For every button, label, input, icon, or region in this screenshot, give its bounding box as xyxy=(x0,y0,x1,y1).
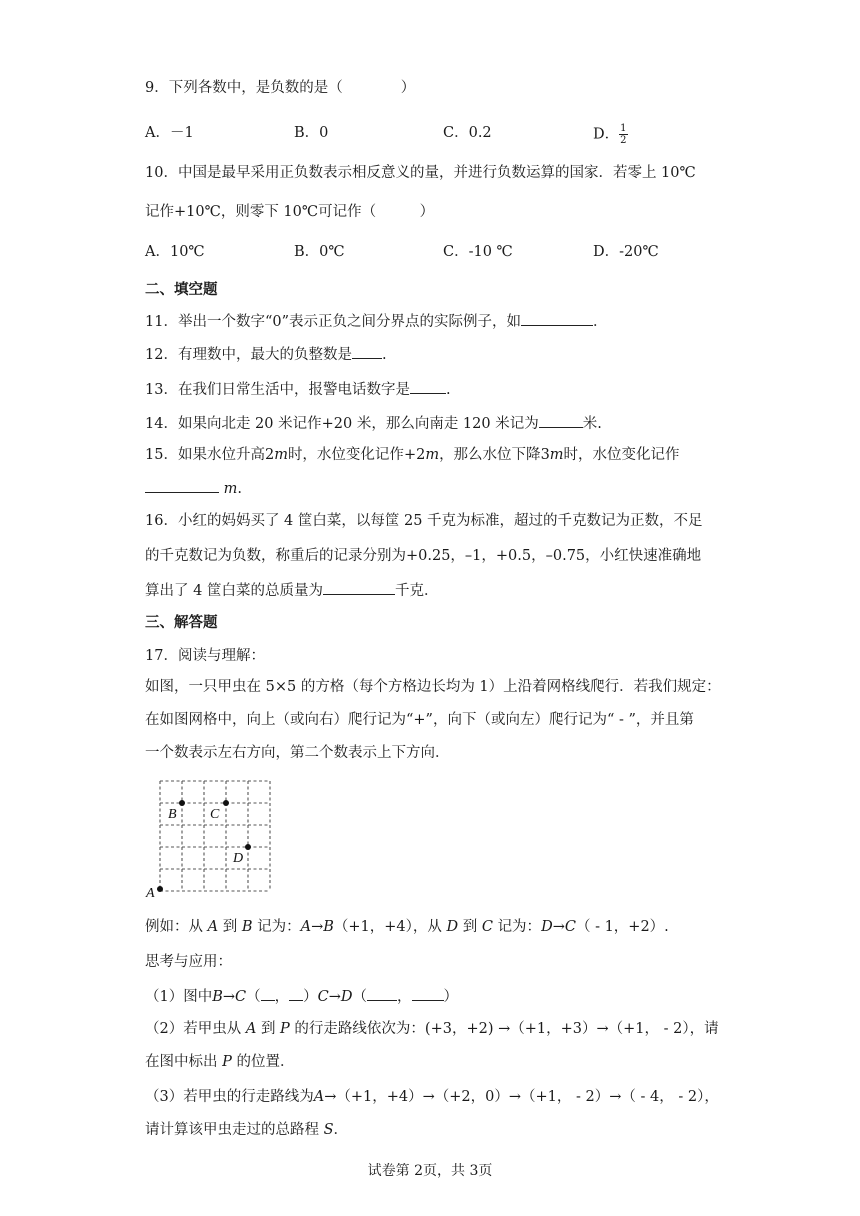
part3-point-a: A xyxy=(313,1089,325,1105)
example-text-6: 记为： xyxy=(497,919,542,935)
q12-end: . xyxy=(381,347,387,363)
part1-paren-open-1: （ xyxy=(246,989,261,1005)
example-point-c: C xyxy=(481,919,493,935)
section-fill-in-heading: 二、填空题 xyxy=(145,281,218,298)
part3-text-4: ． xyxy=(333,1122,349,1138)
part1-comma-1: ， xyxy=(274,989,290,1005)
example-text-1: 例如：从 xyxy=(145,919,203,935)
q11-text: 11．举出一个数字“0”表示正负之间分界点的实际例子，如 xyxy=(145,314,521,330)
part2-text-4: 在图中标出 xyxy=(145,1054,218,1070)
q11-answer-blank[interactable] xyxy=(521,311,593,326)
q14-text: 14．如果向北走 20 米记作+20 米，那么向南走 120 米记为 xyxy=(145,416,539,432)
part1-b-to-c: B→C xyxy=(212,989,247,1005)
part2-text-1: （2）若甲虫从 xyxy=(145,1021,242,1037)
grid-lines xyxy=(160,781,270,891)
q15-text-d: 时，水位变化记作 xyxy=(563,447,680,463)
q9-option-d xyxy=(593,123,628,146)
example-point-a: A xyxy=(207,919,219,935)
example-text-5: 到 xyxy=(462,919,478,935)
q16-line-2: 的千克数记为负数，称重后的记录分别为+0.25，–1，+0.5，–0.75，小红快速准确地 xyxy=(145,548,702,564)
label-c: C xyxy=(210,807,220,822)
part1-blank-4[interactable] xyxy=(412,986,444,1001)
example-text-3: 记为： xyxy=(257,919,301,935)
q15-unit-4: m xyxy=(223,481,238,497)
q9-option-b: B．0 xyxy=(294,125,329,141)
q17-paragraph-2: 在如图网格中，向上（或向右）爬行记为“+”，向下（或向左）爬行记为“ - ”，并且第 xyxy=(145,712,694,728)
q17-paragraph-1: 如图，一只甲虫在 5×5 的方格（每个方格边长均为 1）上沿着网格线爬行．若我们规定： xyxy=(145,679,721,695)
q17-example xyxy=(145,917,669,937)
q14-end: 米. xyxy=(582,416,602,432)
q13-end: . xyxy=(445,382,451,398)
q10-option-b: B．0℃ xyxy=(294,244,345,260)
part2-text-2: 到 xyxy=(260,1021,276,1037)
label-b: B xyxy=(168,807,177,822)
part1-comma-2: ， xyxy=(397,989,412,1005)
q11 xyxy=(145,311,608,332)
point-a xyxy=(157,886,163,892)
example-point-b: B xyxy=(241,919,253,935)
q15-answer-blank[interactable] xyxy=(145,478,219,493)
q15-unit-3: m xyxy=(549,447,564,463)
q15-end: . xyxy=(237,481,242,497)
fraction-numerator: 1 xyxy=(620,123,627,134)
q10-option-a: A．10℃ xyxy=(145,244,205,260)
example-arrow-ab: A→B xyxy=(300,919,334,935)
part2-point-p: P xyxy=(280,1021,290,1037)
q17-paragraph-3: 一个数表示左右方向，第二个数表示上下方向． xyxy=(145,745,450,761)
point-d xyxy=(245,844,251,850)
q10-option-d: D．-20℃ xyxy=(593,244,659,260)
q16-line-1: 16．小红的妈妈买了 4 筐白菜，以每筐 25 千克为标准，超过的千克数记为正数，不足 xyxy=(145,513,703,529)
q15-text-a: 15．如果水位升高 xyxy=(145,447,265,463)
part2-point-a: A xyxy=(245,1021,257,1037)
q10-line-1: 10．中国是最早采用正负数表示相反意义的量，并进行负数运算的国家．若零上 10℃ xyxy=(145,165,696,181)
part3-text-3: 请计算该甲虫走过的总路程 xyxy=(145,1122,319,1138)
part3-symbol-s: S xyxy=(323,1122,334,1138)
page-footer: 试卷第 2页，共 3页 xyxy=(367,1163,493,1179)
q10-line-2: 记作+10℃，则零下 10℃可记作（ ） xyxy=(145,204,435,220)
q9-option-d-label: D． xyxy=(593,126,620,143)
q13-answer-blank[interactable] xyxy=(410,379,446,394)
q17-part-2-line-1 xyxy=(145,1019,719,1039)
q16-line-3 xyxy=(145,580,438,601)
part1-blank-2[interactable] xyxy=(289,986,303,1001)
part2-point-p-2: P xyxy=(222,1054,232,1070)
q17-title: 17．阅读与理解： xyxy=(145,648,265,664)
part2-text-5: 的位置． xyxy=(236,1054,295,1070)
example-arrow-b: B xyxy=(323,919,334,935)
label-d: D xyxy=(233,851,244,866)
q12-answer-blank[interactable] xyxy=(352,344,382,359)
q13-text: 13．在我们日常生活中，报警电话数字是 xyxy=(145,382,410,398)
part2-text-3: 的行走路线依次为：(+3，+2) →（+1，+3）→（+1， - 2），请 xyxy=(294,1021,719,1037)
q16-answer-blank[interactable] xyxy=(323,580,395,595)
q15-text-b: 时，水位变化记作 xyxy=(287,447,404,463)
q16-end: 千克． xyxy=(394,583,439,599)
q17-part-2-line-2 xyxy=(145,1052,294,1072)
q12 xyxy=(145,344,387,365)
section-solve-heading: 三、解答题 xyxy=(145,614,218,631)
example-text-4: （+1，+4），从 xyxy=(333,919,442,935)
example-arrow-a: A xyxy=(300,919,312,935)
part1-paren-close-1: ） xyxy=(303,989,318,1005)
q14-answer-blank[interactable] xyxy=(539,413,583,428)
part1-c-to-d: C→D xyxy=(317,989,353,1005)
q15-line-1 xyxy=(145,445,680,465)
part3-text-2: →（+1，+4）→（+2，0）→（+1， - 2）→（ - 4， - 2）， xyxy=(324,1089,719,1105)
example-point-d: D xyxy=(446,919,459,935)
part3-text-1: （3）若甲虫的行走路线为 xyxy=(145,1089,314,1105)
point-c xyxy=(223,800,229,806)
q15-unit-1: m xyxy=(274,447,288,463)
q9-stem: 9．下列各数中，是负数的是（ ） xyxy=(145,80,416,96)
q17-think-heading: 思考与应用： xyxy=(145,954,232,970)
label-a: A xyxy=(146,886,155,900)
q12-text: 12．有理数中，最大的负整数是 xyxy=(145,347,352,363)
fraction-one-half xyxy=(619,123,627,146)
point-b xyxy=(179,800,185,806)
example-arrow-d: D xyxy=(541,919,553,935)
example-arrow-dc: D→C xyxy=(541,919,576,935)
example-text-7: （ - 1，+2）. xyxy=(575,919,669,935)
q15-value-1: 2 xyxy=(264,447,275,463)
q15-unit-2: m xyxy=(425,447,440,463)
q9-option-c: C．0.2 xyxy=(443,125,492,141)
q10-option-c: C．-10 ℃ xyxy=(443,244,513,260)
beetle-grid-figure xyxy=(140,776,280,900)
q13 xyxy=(145,379,451,400)
q17-part-3-line-2 xyxy=(145,1120,348,1140)
q15-text-c: ，那么水位下降 xyxy=(439,447,541,463)
fraction-denominator: 2 xyxy=(620,135,627,146)
q16-text: 算出了 4 筐白菜的总质量为 xyxy=(145,583,323,599)
part1-blank-3[interactable] xyxy=(367,986,397,1001)
q11-end: ． xyxy=(593,314,608,330)
part1-paren-close-2: ） xyxy=(443,989,459,1005)
q14 xyxy=(145,413,602,434)
example-text-2: 到 xyxy=(222,919,238,935)
q15-value-3: 3 xyxy=(540,447,550,463)
q15-line-2 xyxy=(145,478,242,499)
q9-option-a: A．－1 xyxy=(145,125,194,141)
part1-paren-open-2: （ xyxy=(352,989,368,1005)
q17-part-1 xyxy=(145,986,458,1007)
q15-value-2: +2 xyxy=(403,447,426,463)
q17-part-3-line-1 xyxy=(145,1087,719,1107)
part1-blank-1[interactable] xyxy=(261,986,275,1001)
example-arrow-c: C xyxy=(564,919,576,935)
part1-text: （1）图中 xyxy=(145,989,213,1005)
